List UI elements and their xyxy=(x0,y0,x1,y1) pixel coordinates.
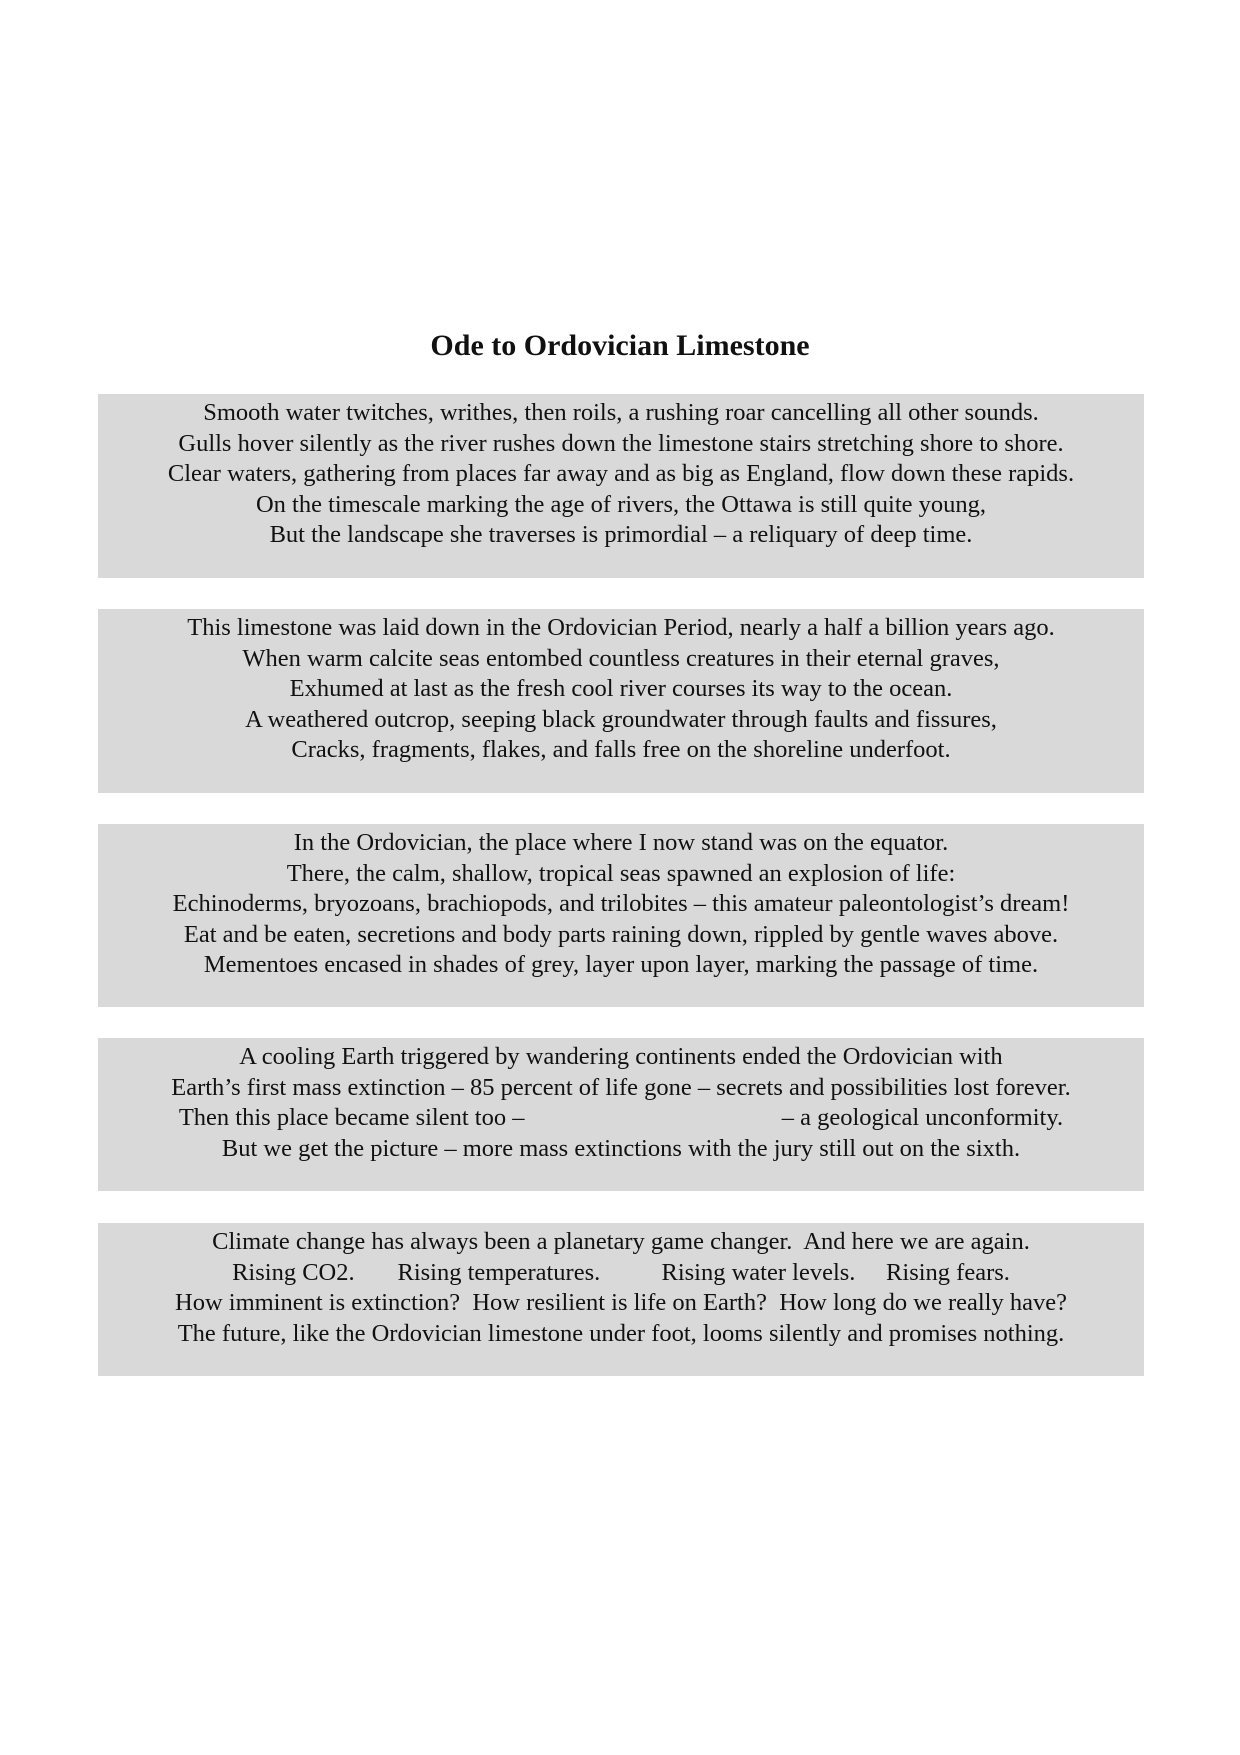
stanza-line: Gulls hover silently as the river rushes down the limestone stairs stretching shore to shore. xyxy=(178,429,1064,457)
stanza-3 xyxy=(98,824,1144,1007)
stanza-line: Eat and be eaten, secretions and body parts raining down, rippled by gentle waves above. xyxy=(183,920,1059,948)
stanza-line: Smooth water twitches, writhes, then roils, a rushing roar cancelling all other sounds. xyxy=(203,399,1039,426)
stanza-line: The future, like the Ordovician limestone under foot, looms silently and promises nothing. xyxy=(177,1319,1065,1347)
stanza-line: Cracks, fragments, flakes, and falls free on the shoreline underfoot. xyxy=(291,736,951,764)
stanza-line: There, the calm, shallow, tropical seas spawned an explosion of life: xyxy=(286,859,956,887)
stanza-line: A cooling Earth triggered by wandering continents ended the Ordovician with xyxy=(239,1043,1003,1070)
stanza-line: But we get the picture – more mass extinctions with the jury still out on the sixth. xyxy=(221,1134,1021,1162)
stanza-line: Then this place became silent too – – a geological unconformity. xyxy=(178,1104,1064,1132)
stanza-line: This limestone was laid down in the Ordovician Period, nearly a half a billion years ago. xyxy=(187,614,1055,641)
stanza-line: Earth’s first mass extinction – 85 percent of life gone – secrets and possibilities lost forever. xyxy=(171,1073,1071,1101)
stanza-line: Climate change has always been a planetary game changer. And here we are again. xyxy=(212,1228,1030,1255)
stanza-2 xyxy=(98,609,1144,793)
stanza-line: When warm calcite seas entombed countless creatures in their eternal graves, xyxy=(242,644,1000,672)
stanza-line: Exhumed at last as the fresh cool river courses its way to the ocean. xyxy=(289,675,953,703)
stanza-line: Echinoderms, bryozoans, brachiopods, and trilobites – this amateur paleontologist’s dream! xyxy=(172,890,1070,918)
stanza-line: On the timescale marking the age of rivers, the Ottawa is still quite young, xyxy=(255,490,987,518)
stanza-line: How imminent is extinction? How resilient is life on Earth? How long do we really have? xyxy=(175,1289,1067,1317)
stanza-line: In the Ordovician, the place where I now stand was on the equator. xyxy=(293,829,949,856)
stanza-5 xyxy=(98,1223,1144,1376)
stanza-line: A weathered outcrop, seeping black groundwater through faults and fissures, xyxy=(245,705,997,733)
stanza-4 xyxy=(98,1038,1144,1191)
stanza-line: But the landscape she traverses is primordial – a reliquary of deep time. xyxy=(269,521,973,549)
poem-title: Ode to Ordovician Limestone xyxy=(430,329,810,362)
stanza-line: Clear waters, gathering from places far away and as big as England, flow down these rapids. xyxy=(167,460,1075,488)
stanza-line: Mementoes encased in shades of grey, layer upon layer, marking the passage of time. xyxy=(203,951,1039,979)
stanza-line: Rising CO2. Rising temperatures. Rising water levels. Rising fears. xyxy=(232,1258,1010,1286)
stanza-1 xyxy=(98,394,1144,578)
